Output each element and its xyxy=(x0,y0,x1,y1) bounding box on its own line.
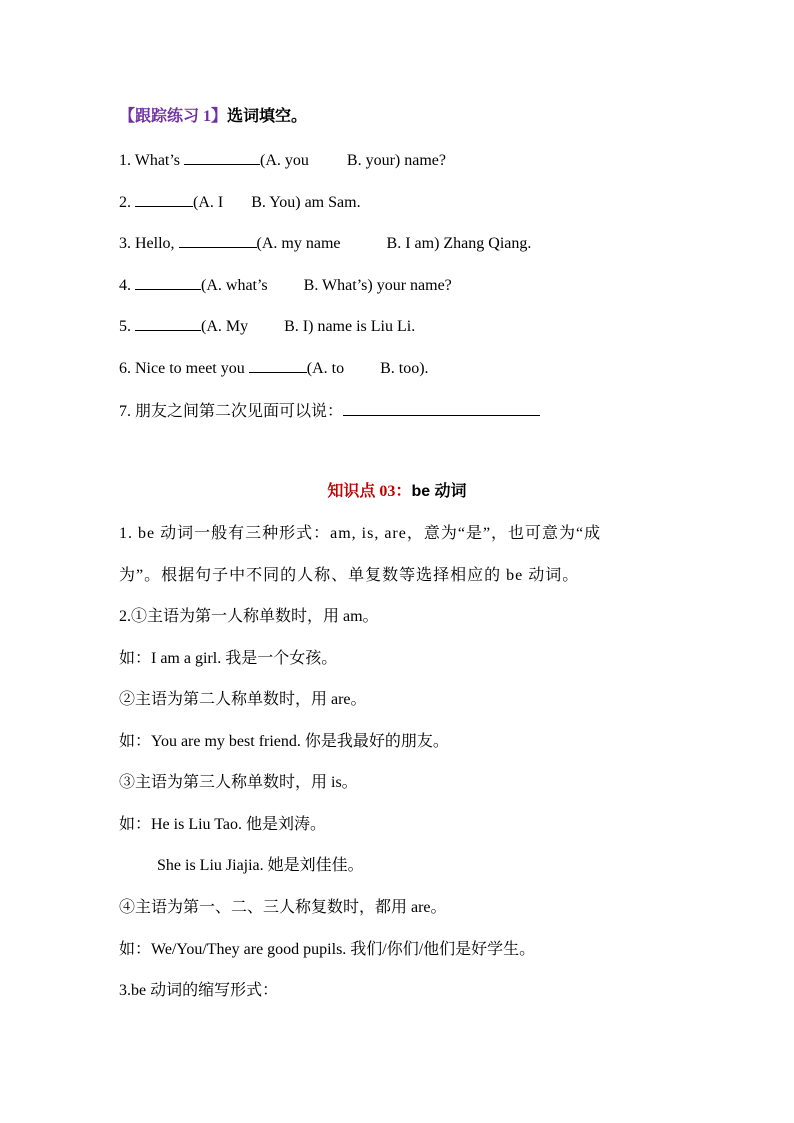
item-prefix: 6. Nice to meet you xyxy=(119,360,249,377)
option-b: B. too). xyxy=(380,360,429,377)
rule-1-example: 如：I am a girl. 我是一个女孩。 xyxy=(119,650,338,667)
rule-4: ④主语为第一、二、三人称复数时，都用 are。 xyxy=(119,899,447,916)
option-b: B. your) name? xyxy=(346,152,446,169)
exercise-item-7 xyxy=(119,400,540,422)
answer-blank[interactable] xyxy=(343,400,540,416)
exercise-instruction: 选词填空。 xyxy=(227,108,308,125)
exercise-item-1 xyxy=(119,149,446,171)
exercise-bracket-open: 【 xyxy=(119,108,136,125)
exercise-item-2 xyxy=(119,191,361,213)
option-b: B. I am) Zhang Qiang. xyxy=(386,235,532,252)
option-a: (A. to xyxy=(306,360,345,377)
rule-1: 2.①主语为第一人称单数时，用 am。 xyxy=(119,608,379,625)
exercise-item-6 xyxy=(119,357,429,379)
exercise-item-3 xyxy=(119,232,531,254)
answer-blank[interactable] xyxy=(135,191,193,207)
exercise-bracket-close: 】 xyxy=(211,108,228,125)
item-prefix: 5. xyxy=(119,318,135,335)
paragraph-1-line-1: 1. be 动词一般有三种形式：am, is, are，意为“是”，也可意为“成 xyxy=(119,525,602,542)
option-a: (A. you xyxy=(260,152,309,169)
section-title-prefix: 知识点 03： xyxy=(327,483,412,500)
option-a: (A. what’s xyxy=(201,277,268,294)
item-prefix: 4. xyxy=(119,277,135,294)
exercise-item-5 xyxy=(119,315,415,337)
rule-3: ③主语为第三人称单数时，用 is。 xyxy=(119,774,358,791)
answer-blank[interactable] xyxy=(179,232,257,248)
answer-blank[interactable] xyxy=(249,357,307,373)
paragraph-1-line-2: 为”。根据句子中不同的人称、单复数等选择相应的 be 动词。 xyxy=(119,567,580,584)
exercise-label: 跟踪练习 1 xyxy=(135,108,212,125)
option-b: B. I) name is Liu Li. xyxy=(284,318,416,335)
answer-blank[interactable] xyxy=(135,274,201,290)
option-a: (A. my name xyxy=(256,235,341,252)
rule-2-example: 如：You are my best friend. 你是我最好的朋友。 xyxy=(119,733,449,750)
item-prefix: 2. xyxy=(119,194,135,211)
paragraph-3: 3.be 动词的缩写形式： xyxy=(119,982,279,999)
answer-blank[interactable] xyxy=(184,149,260,165)
item-prefix: 3. Hello, xyxy=(119,235,179,252)
option-b: B. You) am Sam. xyxy=(251,194,361,211)
exercise-item-4 xyxy=(119,274,452,296)
exercise-header xyxy=(119,107,307,127)
option-b: B. What’s) your name? xyxy=(303,277,452,294)
rule-4-example: 如：We/You/They are good pupils. 我们/你们/他们是好学生。 xyxy=(119,941,536,958)
answer-blank[interactable] xyxy=(135,315,201,331)
option-a: (A. I xyxy=(193,194,224,211)
option-a: (A. My xyxy=(201,318,249,335)
item-prefix: 1. What’s xyxy=(119,152,185,169)
rule-3-example-1: 如：He is Liu Tao. 他是刘涛。 xyxy=(119,816,327,833)
rule-3-example-2: She is Liu Jiajia. 她是刘佳佳。 xyxy=(157,857,364,874)
section-title-suffix: be 动词 xyxy=(411,483,467,500)
rule-2: ②主语为第二人称单数时，用 are。 xyxy=(119,691,367,708)
section-title xyxy=(0,482,794,502)
item-prefix: 7. 朋友之间第二次见面可以说： xyxy=(119,403,344,420)
